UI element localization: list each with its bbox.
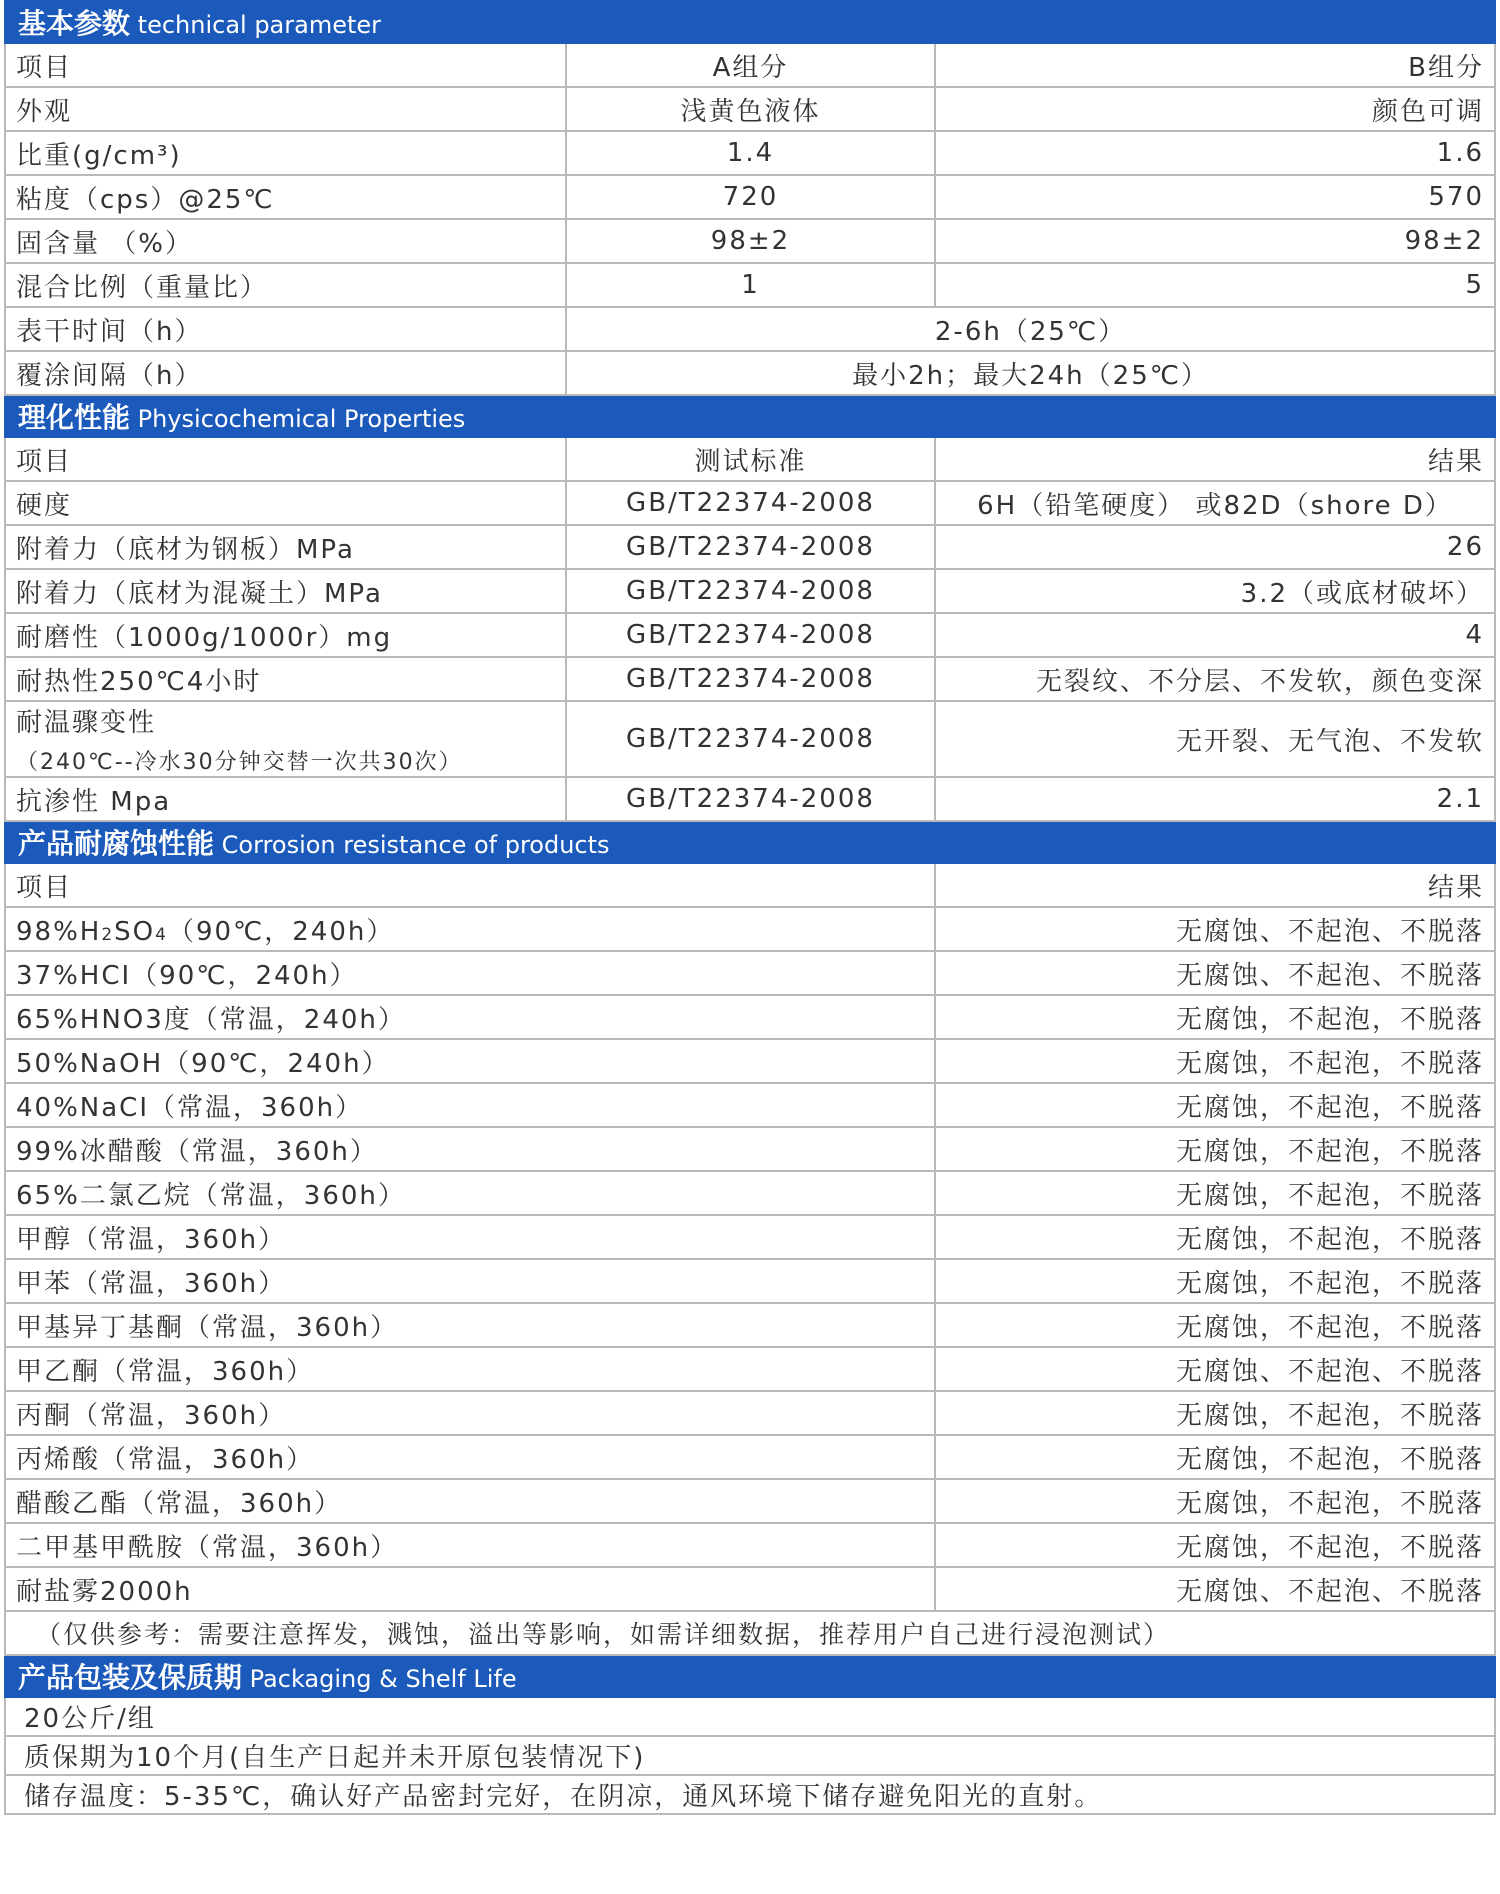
table-row — [5, 437, 1495, 481]
result-cell: 结果 — [935, 863, 1495, 907]
result-cell: 无腐蚀、不起泡、不脱落 — [935, 1567, 1495, 1611]
table-row — [5, 777, 1495, 821]
table-row — [5, 701, 1495, 777]
section-title-en: Corrosion resistance of products — [221, 831, 610, 859]
item-part: （90℃，240h） — [167, 916, 395, 947]
table-row — [5, 569, 1495, 613]
item-cell: 甲苯（常温，360h） — [5, 1259, 935, 1303]
table-row — [5, 1303, 1495, 1347]
section-header-corrosion — [5, 821, 1495, 863]
table-row — [5, 1523, 1495, 1567]
section-title-en: Physicochemical Properties — [137, 405, 466, 433]
table-row — [5, 995, 1495, 1039]
result-cell: 无开裂、无气泡、不发软 — [935, 701, 1495, 777]
result-cell: 3.2（或底材破坏） — [935, 569, 1495, 613]
section-title-cn: 产品包装及保质期 — [18, 1661, 243, 1694]
item-cell: 固含量 （%） — [5, 219, 566, 263]
section-title — [5, 821, 1495, 863]
section-header-packaging — [5, 1655, 1495, 1697]
item-main: 耐温骤变性 — [16, 708, 157, 738]
result-cell: 6H（铅笔硬度） 或82D（shore D） — [935, 481, 1495, 525]
result-cell: 无腐蚀，不起泡，不脱落 — [935, 1479, 1495, 1523]
note-row — [5, 1611, 1495, 1655]
table-row — [5, 175, 1495, 219]
std-cell: GB/T22374-2008 — [566, 613, 935, 657]
item-cell: 覆涂间隔（h） — [5, 351, 566, 395]
table-row — [5, 1736, 1495, 1775]
item-part: 2 — [101, 924, 115, 945]
item-cell: 二甲基甲酰胺（常温，360h） — [5, 1523, 935, 1567]
table-row — [5, 263, 1495, 307]
item-cell: 附着力（底材为钢板）MPa — [5, 525, 566, 569]
table-row — [5, 87, 1495, 131]
item-cell: 甲醇（常温，360h） — [5, 1215, 935, 1259]
section-title-cn: 理化性能 — [18, 401, 131, 434]
section-title — [5, 1, 1495, 43]
result-cell: 4 — [935, 613, 1495, 657]
result-cell: 无腐蚀、不起泡、不脱落 — [935, 907, 1495, 951]
packaging-line: 20公斤/组 — [5, 1697, 1495, 1736]
a-cell: 98±2 — [566, 219, 935, 263]
result-cell: 无腐蚀，不起泡，不脱落 — [935, 995, 1495, 1039]
section-title-cn: 产品耐腐蚀性能 — [18, 827, 215, 860]
item-cell: 项目 — [5, 437, 566, 481]
item-cell: 99%冰醋酸（常温，360h） — [5, 1127, 935, 1171]
item-cell: 比重(g/cm³) — [5, 131, 566, 175]
result-cell: 无腐蚀、不起泡、不脱落 — [935, 951, 1495, 995]
table-row — [5, 219, 1495, 263]
b-cell: 颜色可调 — [935, 87, 1495, 131]
table-row — [5, 863, 1495, 907]
std-cell: GB/T22374-2008 — [566, 657, 935, 701]
item-cell: 丙酮（常温，360h） — [5, 1391, 935, 1435]
b-cell: 570 — [935, 175, 1495, 219]
a-cell: A组分 — [566, 43, 935, 87]
table-row — [5, 1775, 1495, 1814]
item-cell: 项目 — [5, 43, 566, 87]
result-cell: 无腐蚀，不起泡，不脱落 — [935, 1303, 1495, 1347]
item-cell: 甲基异丁基酮（常温，360h） — [5, 1303, 935, 1347]
packaging-line: 储存温度：5-35℃，确认好产品密封完好，在阴凉，通风环境下储存避免阳光的直射。 — [5, 1775, 1495, 1814]
table-row — [5, 1697, 1495, 1736]
table-row — [5, 1259, 1495, 1303]
item-cell: 醋酸乙酯（常温，360h） — [5, 1479, 935, 1523]
result-cell: 26 — [935, 525, 1495, 569]
section-title-en: Packaging & Shelf Life — [249, 1665, 517, 1693]
b-cell: 5 — [935, 263, 1495, 307]
table-row — [5, 907, 1495, 951]
table-row — [5, 1215, 1495, 1259]
std-cell: GB/T22374-2008 — [566, 525, 935, 569]
item-cell: 65%HNO3度（常温，240h） — [5, 995, 935, 1039]
std-cell: GB/T22374-2008 — [566, 481, 935, 525]
item-cell — [5, 701, 566, 777]
item-cell: 耐热性250℃4小时 — [5, 657, 566, 701]
item-cell: 混合比例（重量比） — [5, 263, 566, 307]
item-cell: 耐盐雾2000h — [5, 1567, 935, 1611]
item-cell: 项目 — [5, 863, 935, 907]
result-cell: 无腐蚀，不起泡，不脱落 — [935, 1083, 1495, 1127]
item-part: 98%H — [16, 916, 102, 947]
std-cell: GB/T22374-2008 — [566, 701, 935, 777]
result-cell: 无腐蚀，不起泡，不脱落 — [935, 1215, 1495, 1259]
result-cell: 无腐蚀，不起泡，不脱落 — [935, 1127, 1495, 1171]
value-cell: 最小2h；最大24h（25℃） — [566, 351, 1495, 395]
section-title-en: technical parameter — [137, 11, 382, 39]
table-row — [5, 525, 1495, 569]
section-title — [5, 1655, 1495, 1697]
item-cell: 50%NaOH（90℃，240h） — [5, 1039, 935, 1083]
item-cell: 硬度 — [5, 481, 566, 525]
std-cell: 测试标准 — [566, 437, 935, 481]
result-cell: 无腐蚀，不起泡，不脱落 — [935, 1259, 1495, 1303]
table-row — [5, 307, 1495, 351]
result-cell: 2.1 — [935, 777, 1495, 821]
item-sub: （240℃--冷水30分钟交替一次共30次） — [16, 750, 463, 775]
item-cell: 表干时间（h） — [5, 307, 566, 351]
table-row — [5, 1083, 1495, 1127]
table-row — [5, 613, 1495, 657]
table-row — [5, 1435, 1495, 1479]
result-cell: 无腐蚀，不起泡，不脱落 — [935, 1391, 1495, 1435]
item-cell: 抗渗性 Mpa — [5, 777, 566, 821]
item-cell: 粘度（cps）@25℃ — [5, 175, 566, 219]
section-title-cn: 基本参数 — [18, 7, 131, 40]
value-cell: 2-6h（25℃） — [566, 307, 1495, 351]
a-cell: 720 — [566, 175, 935, 219]
result-cell: 无腐蚀，不起泡，不脱落 — [935, 1039, 1495, 1083]
result-cell: 无腐蚀，不起泡，不脱落 — [935, 1523, 1495, 1567]
item-cell — [5, 907, 935, 951]
b-cell: B组分 — [935, 43, 1495, 87]
result-cell: 结果 — [935, 437, 1495, 481]
result-cell: 无腐蚀、不起泡、不脱落 — [935, 1347, 1495, 1391]
item-part: 4 — [155, 924, 168, 945]
item-part: SO — [114, 916, 156, 947]
table-row — [5, 1391, 1495, 1435]
section-title — [5, 395, 1495, 437]
table-row — [5, 1567, 1495, 1611]
std-cell: GB/T22374-2008 — [566, 777, 935, 821]
table-row — [5, 951, 1495, 995]
table-row — [5, 1171, 1495, 1215]
section-header-technical — [5, 1, 1495, 43]
note-text: （仅供参考：需要注意挥发，溅蚀，溢出等影响，如需详细数据，推荐用户自己进行浸泡测试） — [5, 1611, 1495, 1655]
item-cell: 40%NaCI（常温，360h） — [5, 1083, 935, 1127]
table-row — [5, 1039, 1495, 1083]
packaging-line: 质保期为10个月(自生产日起并未开原包装情况下) — [5, 1736, 1495, 1775]
table-row — [5, 1479, 1495, 1523]
a-cell: 1.4 — [566, 131, 935, 175]
b-cell: 98±2 — [935, 219, 1495, 263]
table-row — [5, 351, 1495, 395]
item-cell: 37%HCI（90℃，240h） — [5, 951, 935, 995]
table-row — [5, 1347, 1495, 1391]
result-cell: 无裂纹、不分层、不发软，颜色变深 — [935, 657, 1495, 701]
table-row — [5, 657, 1495, 701]
item-cell: 甲乙酮（常温，360h） — [5, 1347, 935, 1391]
spec-table — [4, 0, 1496, 1815]
result-cell: 无腐蚀，不起泡，不脱落 — [935, 1435, 1495, 1479]
a-cell: 浅黄色液体 — [566, 87, 935, 131]
std-cell: GB/T22374-2008 — [566, 569, 935, 613]
item-cell: 丙烯酸（常温，360h） — [5, 1435, 935, 1479]
table-row — [5, 1127, 1495, 1171]
section-header-physico — [5, 395, 1495, 437]
item-cell: 附着力（底材为混凝土）MPa — [5, 569, 566, 613]
item-cell: 耐磨性（1000g/1000r）mg — [5, 613, 566, 657]
result-cell: 无腐蚀，不起泡，不脱落 — [935, 1171, 1495, 1215]
table-row — [5, 43, 1495, 87]
table-row — [5, 131, 1495, 175]
b-cell: 1.6 — [935, 131, 1495, 175]
item-cell: 65%二氯乙烷（常温，360h） — [5, 1171, 935, 1215]
item-cell: 外观 — [5, 87, 566, 131]
a-cell: 1 — [566, 263, 935, 307]
table-row — [5, 481, 1495, 525]
